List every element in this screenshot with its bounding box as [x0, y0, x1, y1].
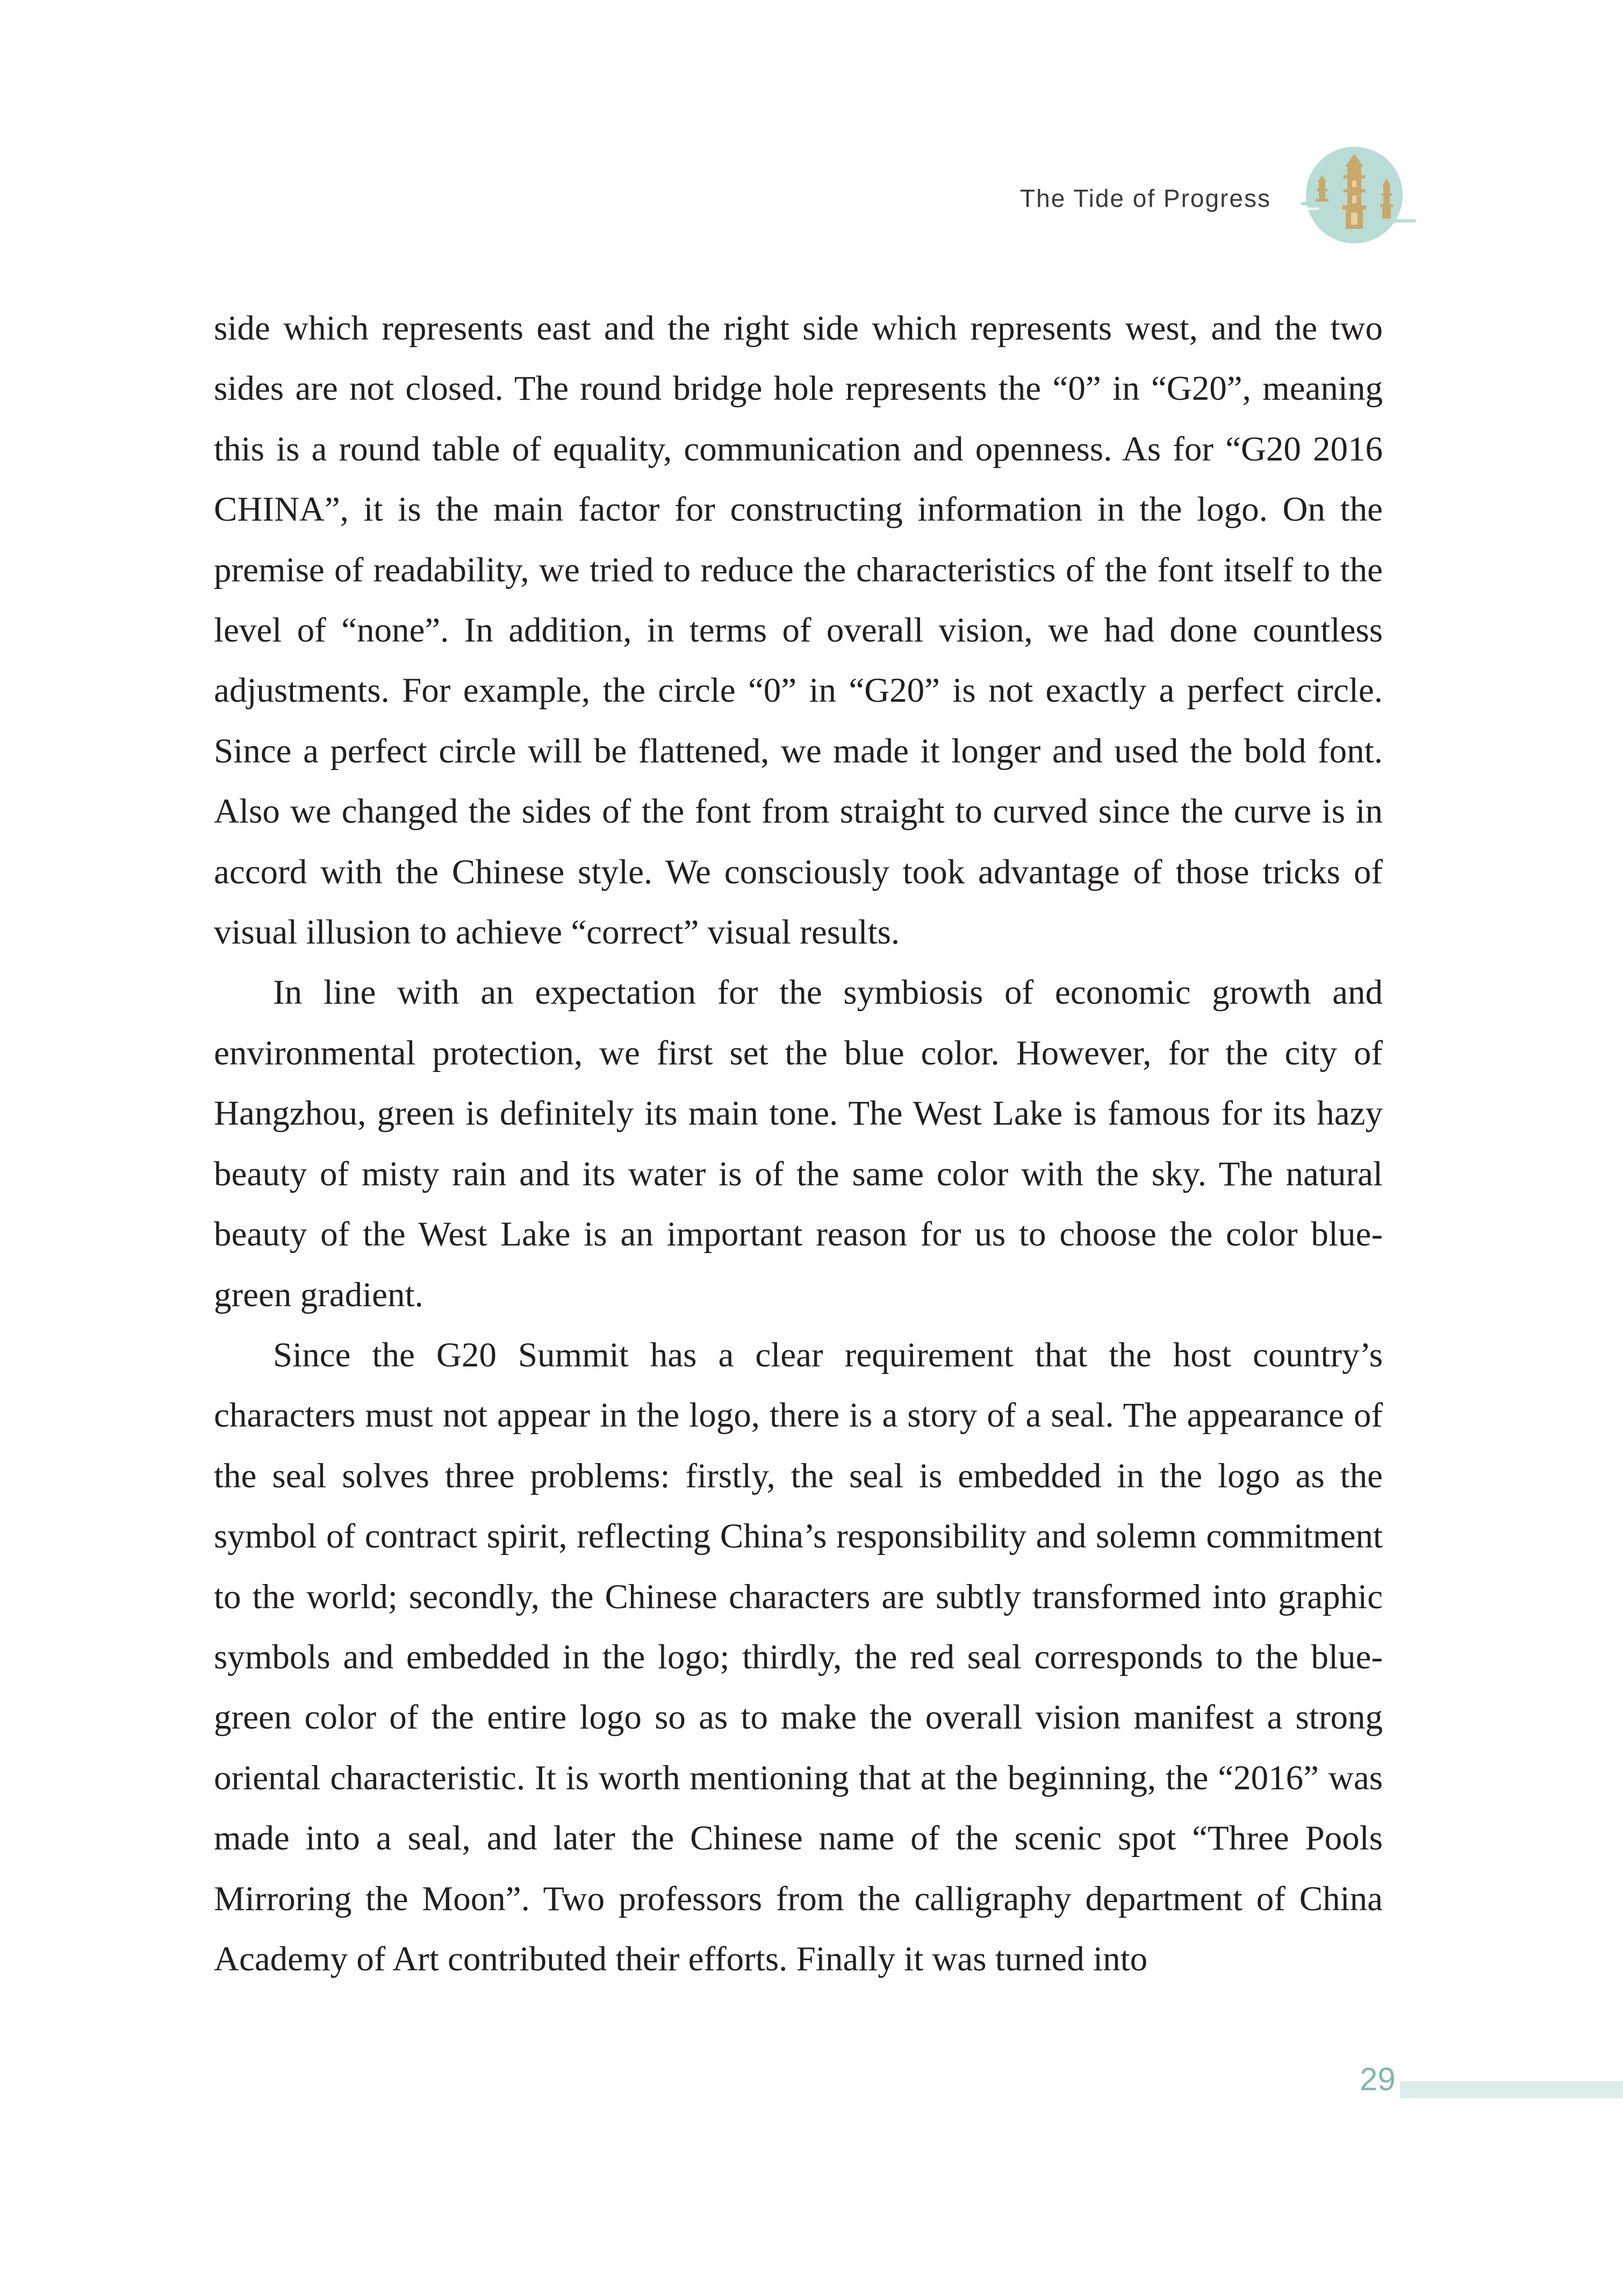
- body-text: [214, 298, 1383, 1989]
- running-header-title: The Tide of Progress: [1020, 184, 1271, 212]
- page-number: 29: [1360, 2061, 1396, 2097]
- footer-bar: [1400, 2081, 1623, 2098]
- paragraph: Since the G20 Summit has a clear requirement that the host country’s characters must not appear in the logo, there is a story of a seal. The appearance of the seal solves three problems: firstly, the seal is embedded in the logo as the symbol of contract spirit, reflecting China’s responsibility and solemn commitment to the world; secondly, the Chinese characters are subtly transformed into graphic symbols and embedded in the logo; thirdly, the red seal corresponds to the blue-green color of the entire logo so as to make the overall vision manifest a strong oriental characteristic. It is worth mentioning that at the beginning, the “2016” was made into a seal, and later the Chinese name of the scenic spot “Three Pools Mirroring the Moon”. Two professors from the calligraphy department of China Academy of Art contributed their efforts. Finally it was turned into: [214, 1335, 1383, 1978]
- paragraph: side which represents east and the right side which represents west, and the two sides are not closed. The round bridge hole represents the “0” in “G20”, meaning this is a round table of equality, communication and openness. As for “G20 2016 CHINA”, it is the main factor for constructing information in the logo. On the premise of readability, we tried to reduce the characteristics of the font itself to the level of “none”. In addition, in terms of overall vision, we had done countless adjustments. For example, the circle “0” in “G20” is not exactly a perfect circle. Since a perfect circle will be flattened, we made it longer and used the bold font. Also we changed the sides of the font from straight to curved since the curve is in accord with the Chinese style. We consciously took advantage of those tricks of visual illusion to achieve “correct” visual results.: [214, 309, 1383, 952]
- pagoda-emblem-icon: [1290, 144, 1419, 246]
- paragraph: In line with an expectation for the symbiosis of economic growth and environmental protection, we first set the blue color. However, for the city of Hangzhou, green is definitely its main tone. The West Lake is famous for its hazy beauty of misty rain and its water is of the same color with the sky. The natural beauty of the West Lake is an important reason for us to choose the color blue-green gradient.: [214, 973, 1383, 1314]
